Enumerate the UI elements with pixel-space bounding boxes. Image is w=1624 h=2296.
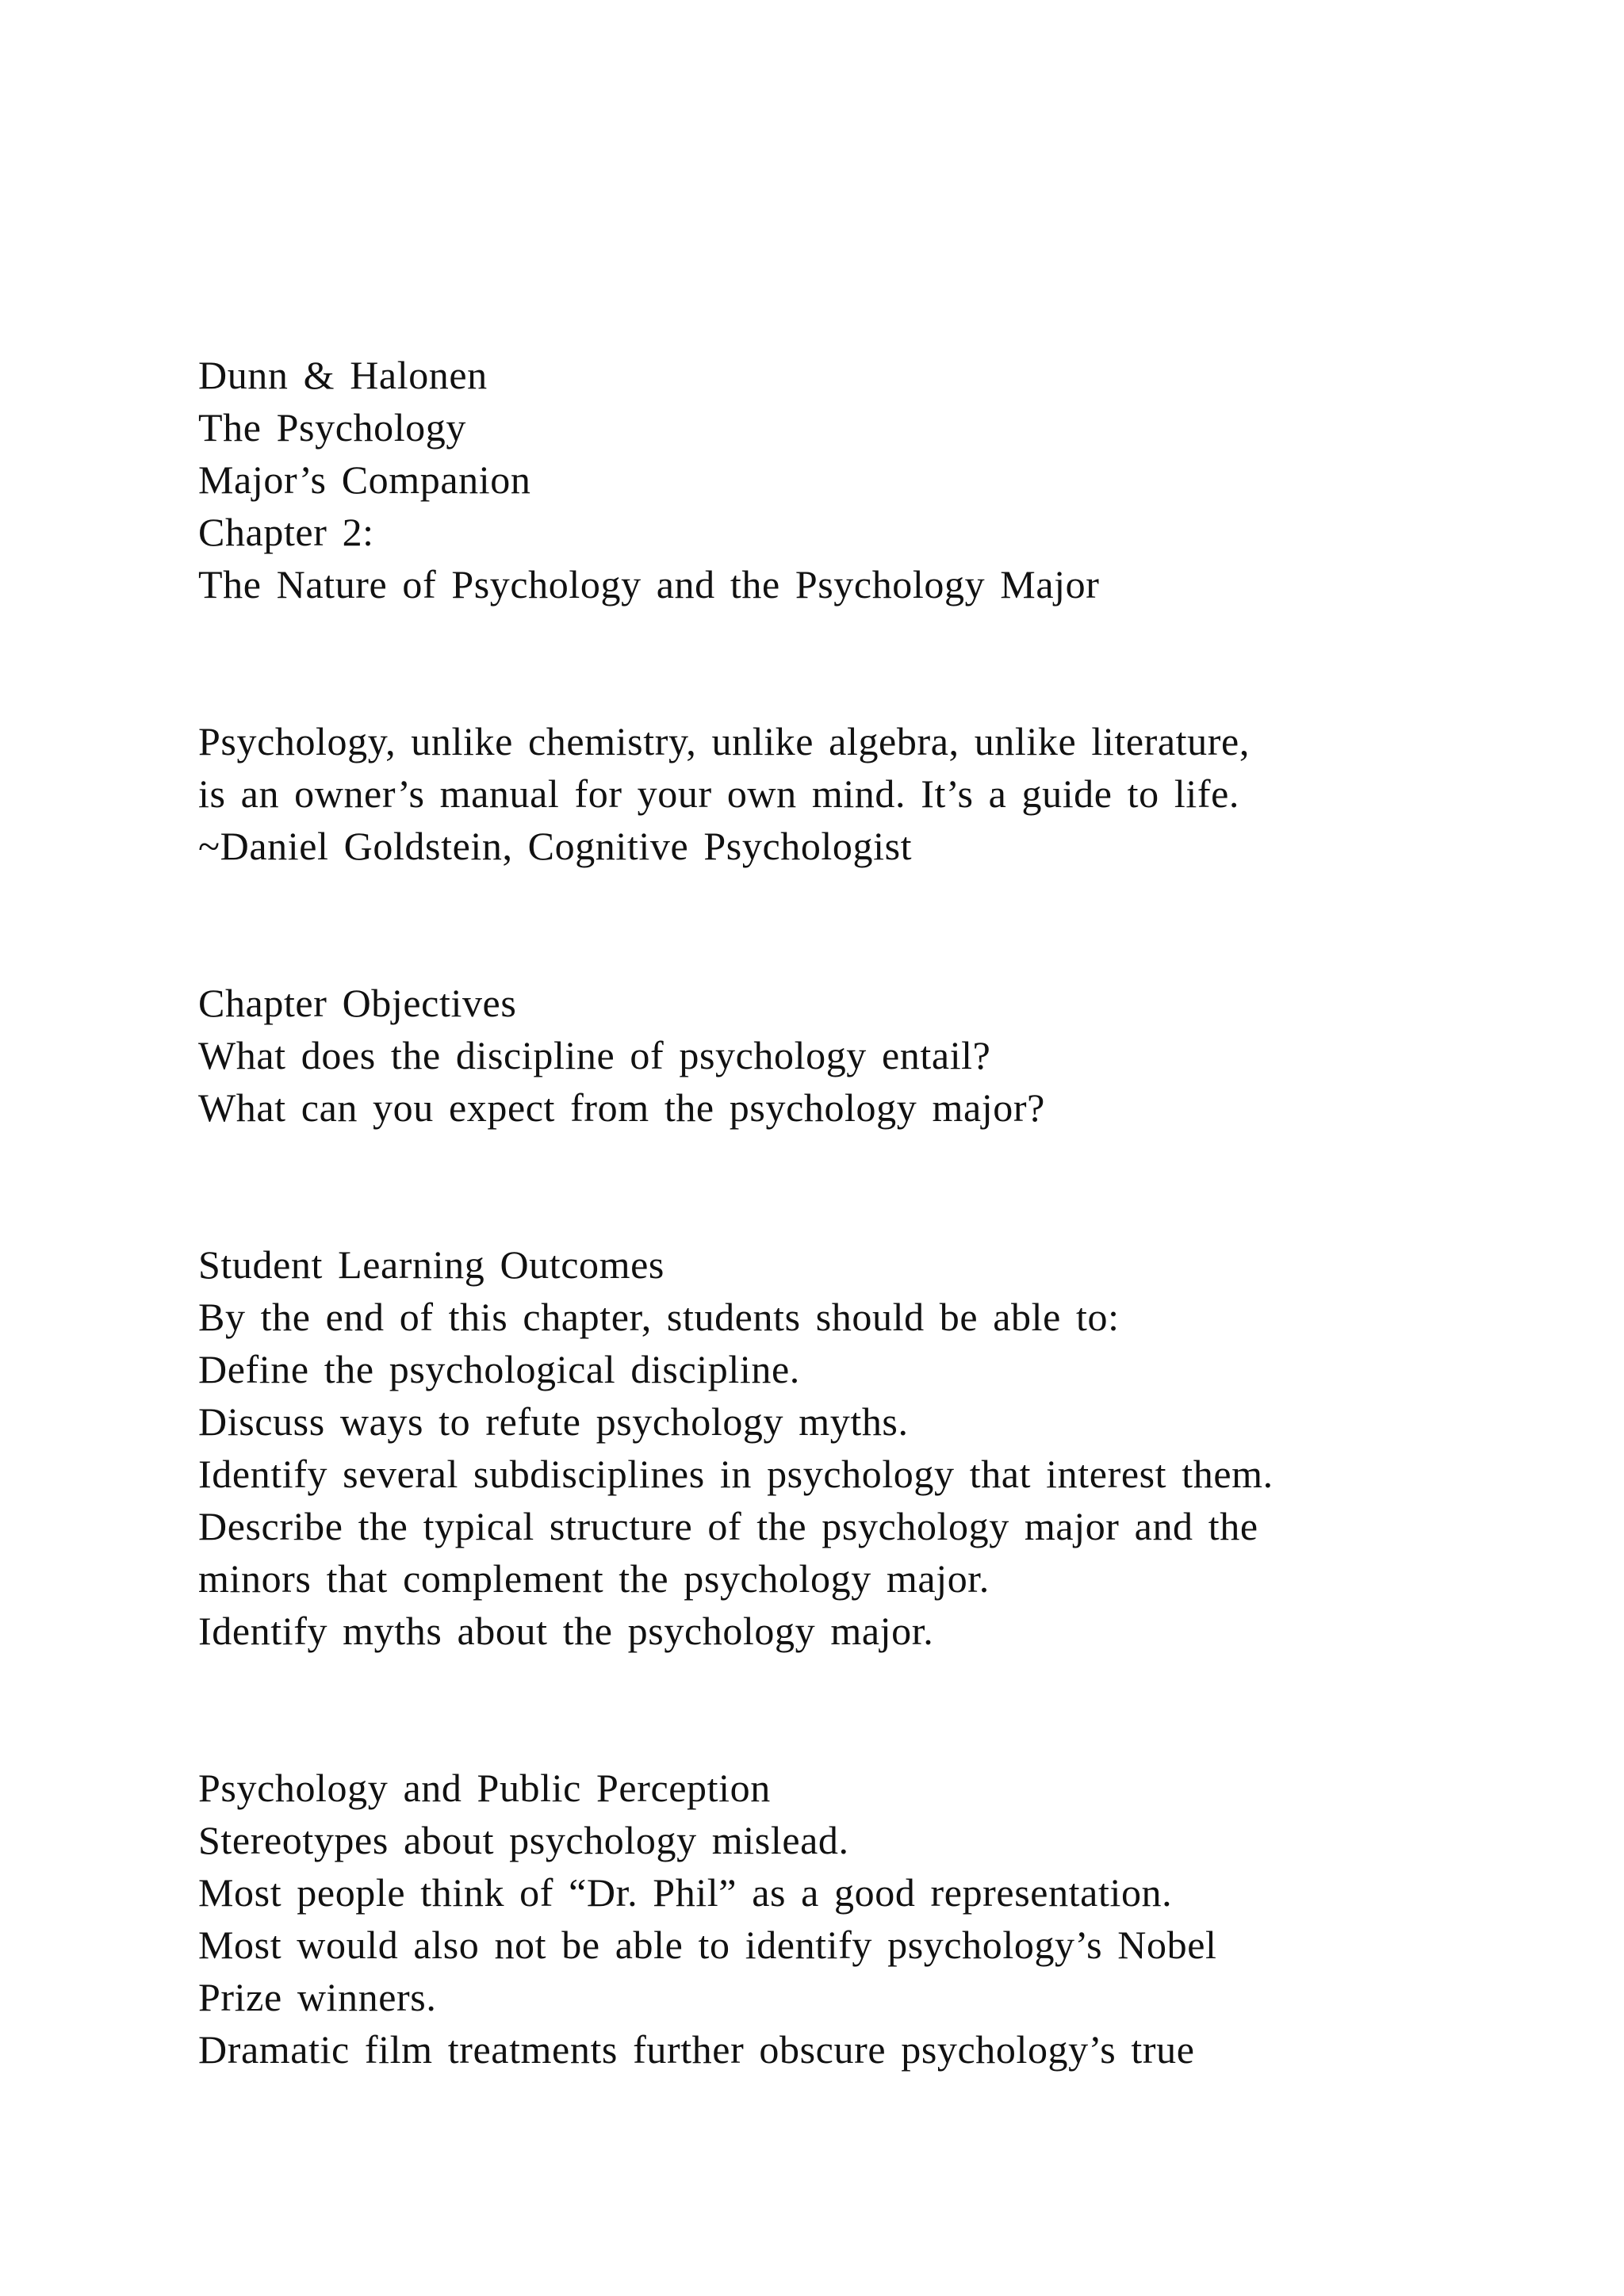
objective-item: What can you expect from the psychology major? xyxy=(198,1085,1045,1130)
outcome-line: minors that complement the psychology major. xyxy=(198,1556,990,1601)
outcome-line: Discuss ways to refute psychology myths. xyxy=(198,1399,909,1444)
quote-attribution: ~Daniel Goldstein, Cognitive Psychologist xyxy=(198,824,913,868)
outcome-line: Identify several subdisciplines in psychology that interest them. xyxy=(198,1452,1274,1496)
authors: Dunn & Halonen xyxy=(198,353,488,397)
public-perception-line: Dramatic film treatments further obscure psychology’s true xyxy=(198,2027,1195,2072)
public-perception xyxy=(198,1762,1562,2076)
book-title-line-1: The Psychology xyxy=(198,405,466,450)
outcomes-intro: By the end of this chapter, students should be able to: xyxy=(198,1295,1120,1339)
public-perception-line: Most would also not be able to identify psychology’s Nobel xyxy=(198,1923,1217,1967)
book-title-line-2: Major’s Companion xyxy=(198,457,531,502)
quote-line-1: Psychology, unlike chemistry, unlike algebra, unlike literature, xyxy=(198,719,1250,763)
chapter-header xyxy=(198,349,1562,610)
public-perception-line: Stereotypes about psychology mislead. xyxy=(198,1818,849,1862)
objectives-heading: Chapter Objectives xyxy=(198,981,517,1025)
outcome-line: Define the psychological discipline. xyxy=(198,1347,800,1391)
chapter-label: Chapter 2: xyxy=(198,510,374,554)
outcome-line: Describe the typical structure of the psychology major and the xyxy=(198,1504,1258,1548)
chapter-title: The Nature of Psychology and the Psychology Major xyxy=(198,562,1100,607)
outcome-line: Identify myths about the psychology major. xyxy=(198,1609,934,1653)
public-perception-line: Prize winners. xyxy=(198,1975,437,2019)
learning-outcomes xyxy=(198,1238,1562,1657)
public-perception-line: Most people think of “Dr. Phil” as a good representation. xyxy=(198,1870,1173,1915)
objective-item: What does the discipline of psychology entail? xyxy=(198,1033,991,1077)
chapter-objectives xyxy=(198,977,1562,1134)
public-perception-heading: Psychology and Public Perception xyxy=(198,1766,771,1810)
epigraph-quote xyxy=(198,715,1562,872)
quote-line-2: is an owner’s manual for your own mind. It’s a guide to life. xyxy=(198,771,1239,816)
outcomes-heading: Student Learning Outcomes xyxy=(198,1242,665,1287)
